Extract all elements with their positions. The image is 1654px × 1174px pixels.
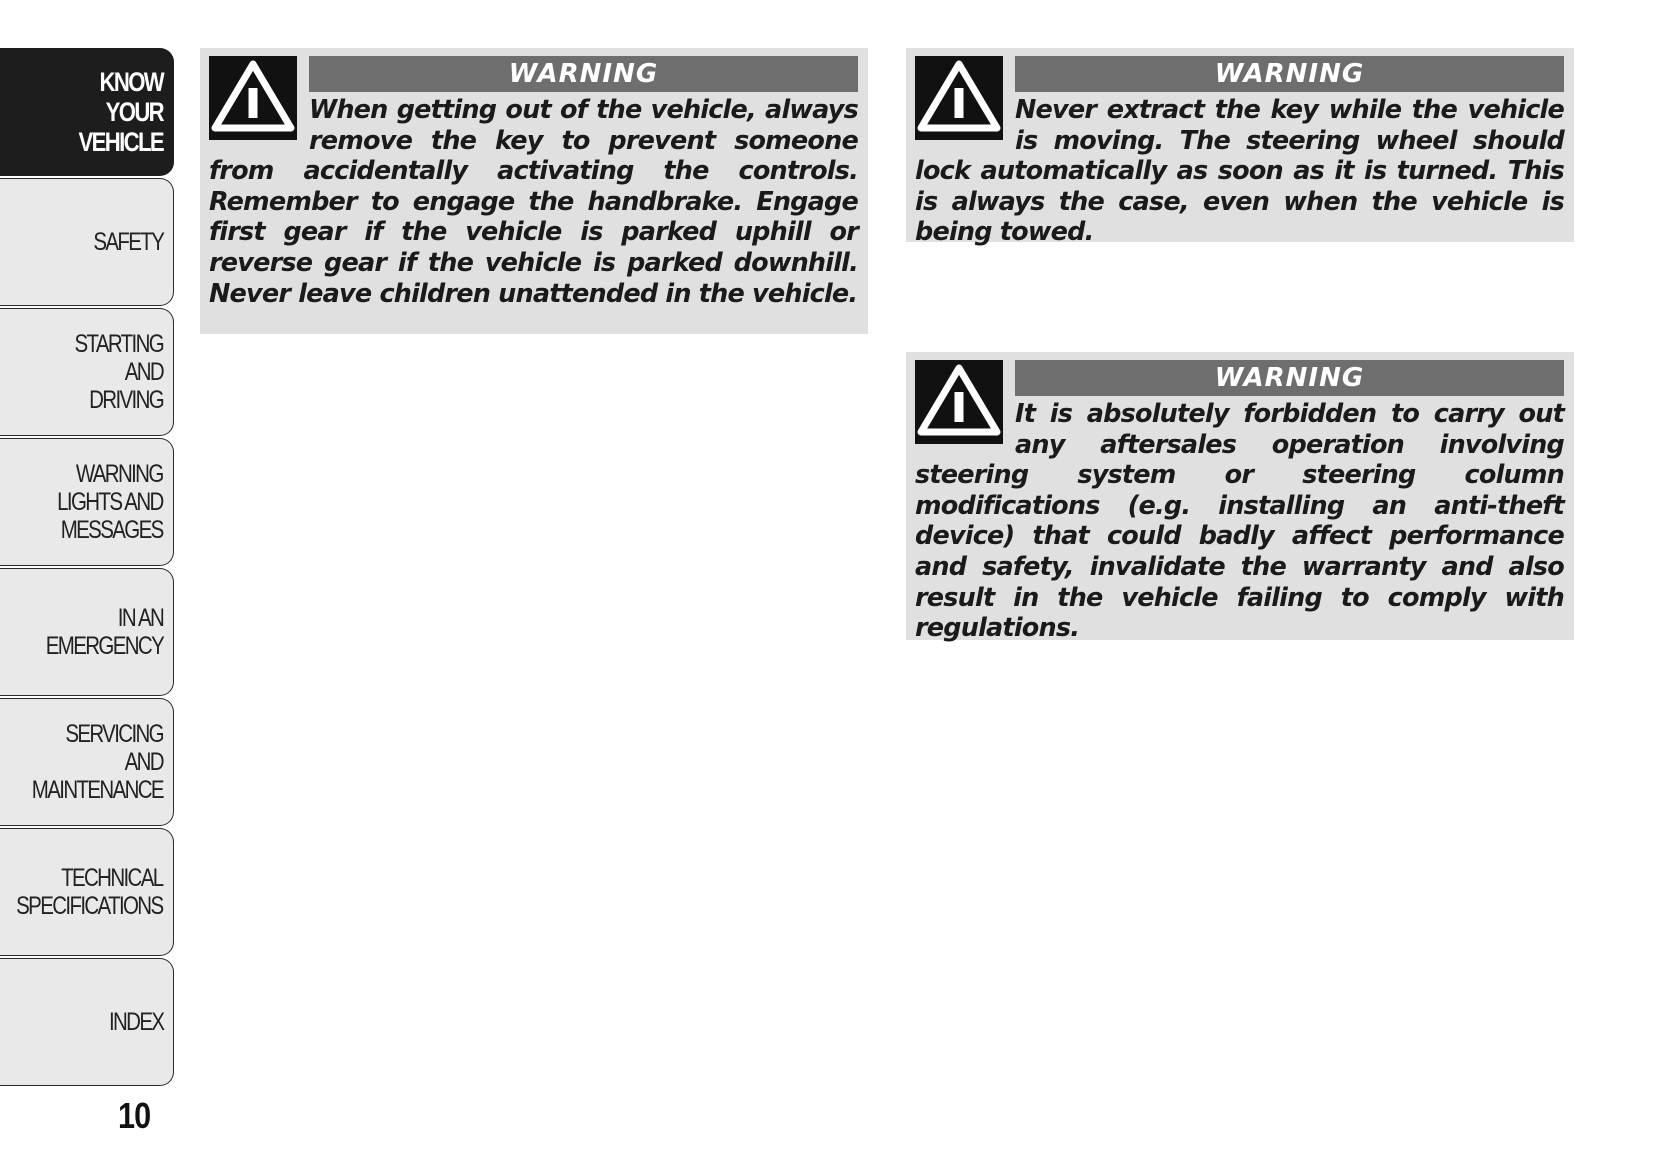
tab-in-an-emergency[interactable] — [0, 568, 174, 696]
warning-box — [906, 352, 1574, 644]
tab-servicing-and-maintenance[interactable] — [0, 698, 174, 826]
tab-safety[interactable] — [0, 178, 174, 306]
warning-box — [906, 48, 1574, 248]
tab-know-your-vehicle[interactable] — [0, 48, 174, 176]
warning-box — [200, 48, 868, 334]
tab-label: SERVICING AND MAINTENANCE — [31, 720, 163, 804]
warning-text: Never extract the key while the vehicle is moving. The steering wheel should lock automatically as soon as it is turned. This is always the case, even when the vehicle is being towed. — [915, 95, 1564, 248]
warning-triangle-icon — [915, 56, 1003, 140]
tab-label: SAFETY — [93, 228, 163, 256]
warning-header: WARNING — [309, 56, 858, 92]
tab-label: WARNING LIGHTS AND MESSAGES — [57, 460, 164, 544]
tab-warning-lights-and-messages[interactable] — [0, 438, 174, 566]
tab-label: INDEX — [108, 1008, 163, 1036]
tab-starting-and-driving[interactable] — [0, 308, 174, 436]
tab-index[interactable] — [0, 958, 174, 1086]
tab-label: STARTING AND DRIVING — [74, 330, 163, 414]
tab-label: KNOW YOUR VEHICLE — [78, 67, 163, 157]
warning-header: WARNING — [1015, 56, 1564, 92]
warning-header: WARNING — [1015, 360, 1564, 396]
page-number: 10 — [118, 1095, 151, 1136]
tab-label: TECHNICAL SPECIFICATIONS — [16, 864, 163, 920]
warning-triangle-icon — [915, 360, 1003, 444]
warning-text: It is absolutely forbidden to carry out any aftersales operation involving steering system or steering column modifications (e.g. installing an anti-theft device) that could badly affect performance and safety, invalidate the warranty and also result in the vehicle failing to comply with regulations. — [915, 399, 1564, 644]
tab-technical-specifications[interactable] — [0, 828, 174, 956]
warning-triangle-icon — [209, 56, 297, 140]
tab-label: IN AN EMERGENCY — [45, 604, 163, 660]
warning-text: When getting out of the vehicle, always remove the key to prevent someone from accidentally activating the controls. Remember to engage the handbrake. Engage first gear if the vehicle is parked uphill or reverse gear if the vehicle is parked downhill. Never leave children unattended in the vehicle. — [209, 95, 858, 309]
